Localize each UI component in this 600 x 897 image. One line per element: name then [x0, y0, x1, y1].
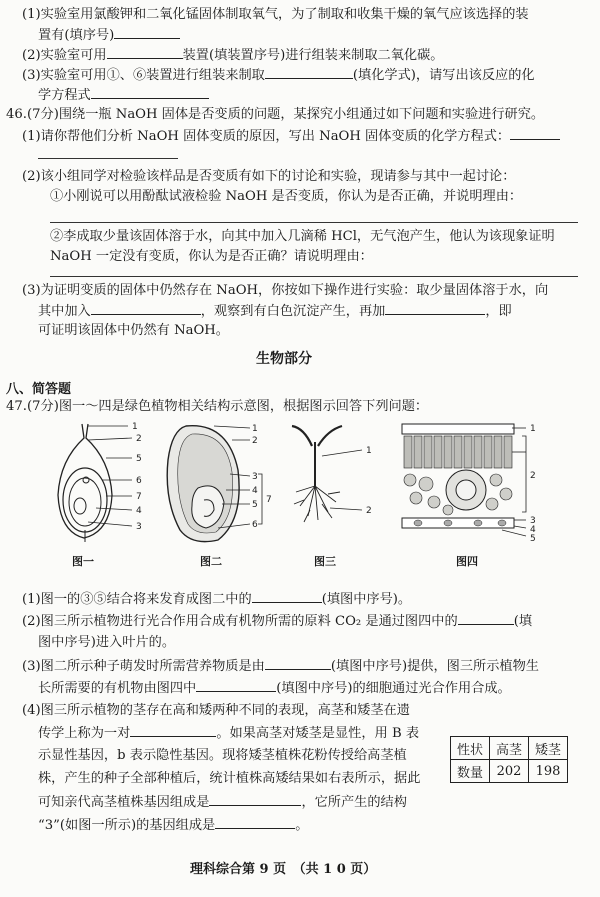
fig3-label: 1	[366, 446, 372, 456]
q47-part4f-pre: “3”(如图一所示)的基因组成是	[38, 818, 216, 833]
fig2-label: 6	[252, 520, 258, 530]
q47-part2a-post: (填	[513, 614, 533, 629]
q47-part4e	[38, 793, 407, 812]
fig2-label: 3	[252, 472, 258, 482]
figure-2-caption: 图二	[200, 555, 222, 568]
figure-3-caption: 图三	[314, 555, 336, 568]
figure-3-seedling-diagram	[282, 420, 392, 548]
fig4-label: 3	[530, 516, 536, 526]
q45-part1-cont	[38, 26, 180, 45]
q46-part3b	[38, 302, 512, 321]
q47-part3a	[22, 657, 539, 676]
answer-blank[interactable]	[510, 127, 560, 140]
q47-part2a	[22, 612, 532, 631]
part-heading: 八、简答题	[6, 382, 72, 397]
q46-part2-2b: NaOH 一定没有变质，你认为是否正确？请说明理由：	[50, 249, 373, 264]
q45-part2	[22, 46, 443, 65]
answer-blank[interactable]	[91, 86, 209, 99]
q45-part2-post: 装置(填装置序号)进行组装来制取二氧化碳。	[182, 48, 444, 63]
table-header: 高茎	[490, 737, 529, 760]
section-title: 生物部分	[256, 351, 312, 367]
q47-part3b-pre: 长所需要的有机物由图四中	[38, 681, 197, 696]
table-header: 性状	[451, 737, 490, 760]
q46-part2-1: ①小刚说可以用酚酞试液检验 NaOH 是否变质，你认为是否正确，并说明理由：	[50, 189, 523, 204]
fig2-label: 2	[252, 436, 258, 446]
q45-part2-pre: (2)实验室可用	[22, 48, 107, 63]
fig1-label: 5	[136, 454, 142, 464]
answer-blank[interactable]	[107, 46, 183, 59]
q45-part1-cont-text: 置有(填序号)	[38, 28, 115, 43]
figure-4-leaf-cross-section	[398, 422, 548, 546]
q47-part4a: (4)图三所示植物的茎存在高和矮两种不同的表现，高茎和矮茎在遗	[22, 703, 410, 718]
answer-line[interactable]	[50, 222, 578, 223]
q46-part3a: (3)为证明变质的固体中仍然存在 NaOH，你按如下操作进行实验：取少量固体溶于水，向	[22, 283, 549, 298]
fig4-label: 1	[530, 424, 536, 434]
figure-1-caption: 图一	[72, 555, 94, 568]
answer-blank[interactable]	[252, 590, 322, 603]
table-row	[451, 760, 568, 783]
fig3-label: 2	[366, 506, 372, 516]
fig1-label: 4	[136, 506, 142, 516]
table-cell: 202	[490, 760, 529, 783]
answer-blank[interactable]	[265, 66, 353, 79]
answer-blank[interactable]	[209, 793, 301, 806]
answer-blank[interactable]	[114, 26, 180, 39]
q46-part3b-post: ，即	[485, 304, 512, 319]
table-row-label: 数量	[451, 760, 490, 783]
page-footer: 理科综合第 9 页 （共 1 0 页）	[190, 862, 377, 877]
q47-part4e-post: ，它所产生的结构	[301, 795, 407, 810]
table-header: 矮茎	[529, 737, 568, 760]
q45-part1	[22, 6, 529, 24]
q45-part3-post: (填化学式)，请写出该反应的化	[352, 68, 535, 83]
q45-part3	[22, 66, 535, 85]
q45-part3-cont	[38, 86, 209, 105]
q47-part3a-pre: (3)图二所示种子萌发时所需营养物质是由	[22, 659, 265, 674]
q46-part1-text: (1)请你帮他们分析 NaOH 固体变质的原因，写出 NaOH 固体变质的化学方程式：	[22, 129, 511, 144]
q47-part4c: 示显性基因，b 表示隐性基因。现将矮茎植株花粉传授给高茎植	[38, 748, 407, 763]
fig1-label: 6	[136, 476, 142, 486]
q46-part3c: 可证明该固体中仍然有 NaOH。	[38, 323, 229, 338]
q45-part3-pre: (3)实验室可用①、⑥装置进行组装来制取	[22, 68, 265, 83]
fig4-label: 2	[530, 471, 536, 481]
answer-blank[interactable]	[215, 816, 295, 829]
q47-part3b-post: (填图中序号)的细胞通过光合作用合成。	[276, 681, 511, 696]
fig4-label: 4	[530, 525, 536, 535]
q46-part2-2a: ②李成取少量该固体溶于水，向其中加入几滴稀 HCl，无气泡产生，他认为该现象证明	[50, 229, 555, 244]
fig1-label: 7	[136, 492, 142, 502]
fig1-label: 1	[132, 422, 138, 432]
q47-part4f	[38, 816, 308, 835]
q47-part4b-pre: 传学上称为一对	[38, 726, 131, 741]
answer-blank[interactable]	[265, 657, 331, 670]
figure-4-caption: 图四	[456, 555, 478, 568]
q45-part3-cont-text: 学方程式	[38, 88, 91, 103]
q47-title: 47.(7分)图一～四是绿色植物相关结构示意图，根据图示回答下列问题：	[6, 399, 429, 414]
q47-part4f-post: 。	[295, 818, 309, 833]
answer-blank[interactable]	[130, 724, 216, 737]
q47-part1-pre: (1)图一的③⑤结合将来发育成图二中的	[22, 592, 252, 607]
q46-part1	[22, 127, 560, 146]
fig1-label: 3	[136, 522, 142, 532]
fig1-label: 2	[136, 434, 142, 444]
q47-part2a-pre: (2)图三所示植物进行光合作用合成有机物所需的原料 CO₂ 是通过图四中的	[22, 614, 458, 629]
q47-part1-post: (填图中序号)。	[321, 592, 412, 607]
q46-part3b-mid: ，观察到有白色沉淀产生，再加	[200, 304, 386, 319]
answer-blank[interactable]	[196, 679, 276, 692]
q47-part4e-pre: 可知亲代高茎植株基因组成是	[38, 795, 210, 810]
fig2-label: 7	[266, 495, 272, 505]
answer-line[interactable]	[50, 276, 578, 277]
q47-part3a-post: (填图中序号)提供，图三所示植物生	[330, 659, 539, 674]
q47-part4b	[38, 724, 419, 743]
fig4-label: 5	[530, 534, 536, 544]
q47-part3b	[38, 679, 511, 698]
answer-line[interactable]	[38, 158, 178, 159]
q47-part2b: 图中序号)进入叶片的。	[38, 635, 176, 650]
q45-part1-text: (1)实验室用氯酸钾和二氧化锰固体制取氧气，为了制取和收集干燥的氧气应该选择的装	[22, 7, 529, 22]
answer-blank[interactable]	[385, 302, 485, 315]
fig2-label: 4	[252, 486, 258, 496]
table-header-row	[451, 737, 568, 760]
q46-part2: (2)该小组同学对检验该样品是否变质有如下的讨论和实验，现请参与其中一起讨论：	[22, 169, 516, 184]
q46-title: 46.(7分)围绕一瓶 NaOH 固体是否变质的问题，某探究小组通过如下问题和实验进行研究。	[6, 107, 545, 122]
answer-blank[interactable]	[91, 302, 201, 315]
q47-part1	[22, 590, 411, 609]
fig2-label: 1	[252, 424, 258, 434]
answer-blank[interactable]	[458, 612, 514, 625]
figure-2-seed-diagram	[158, 420, 278, 548]
figure-1-ovary-diagram	[40, 420, 160, 548]
q46-part3b-pre: 其中加入	[38, 304, 91, 319]
q47-part4b-post: 。如果高茎对矮茎是显性，用 B 表	[216, 726, 420, 741]
table-cell: 198	[529, 760, 568, 783]
height-results-table	[450, 736, 568, 783]
fig2-label: 5	[252, 500, 258, 510]
q47-part4d: 株，产生的种子全部种植后，统计植株高矮结果如右表所示，据此	[38, 771, 421, 786]
